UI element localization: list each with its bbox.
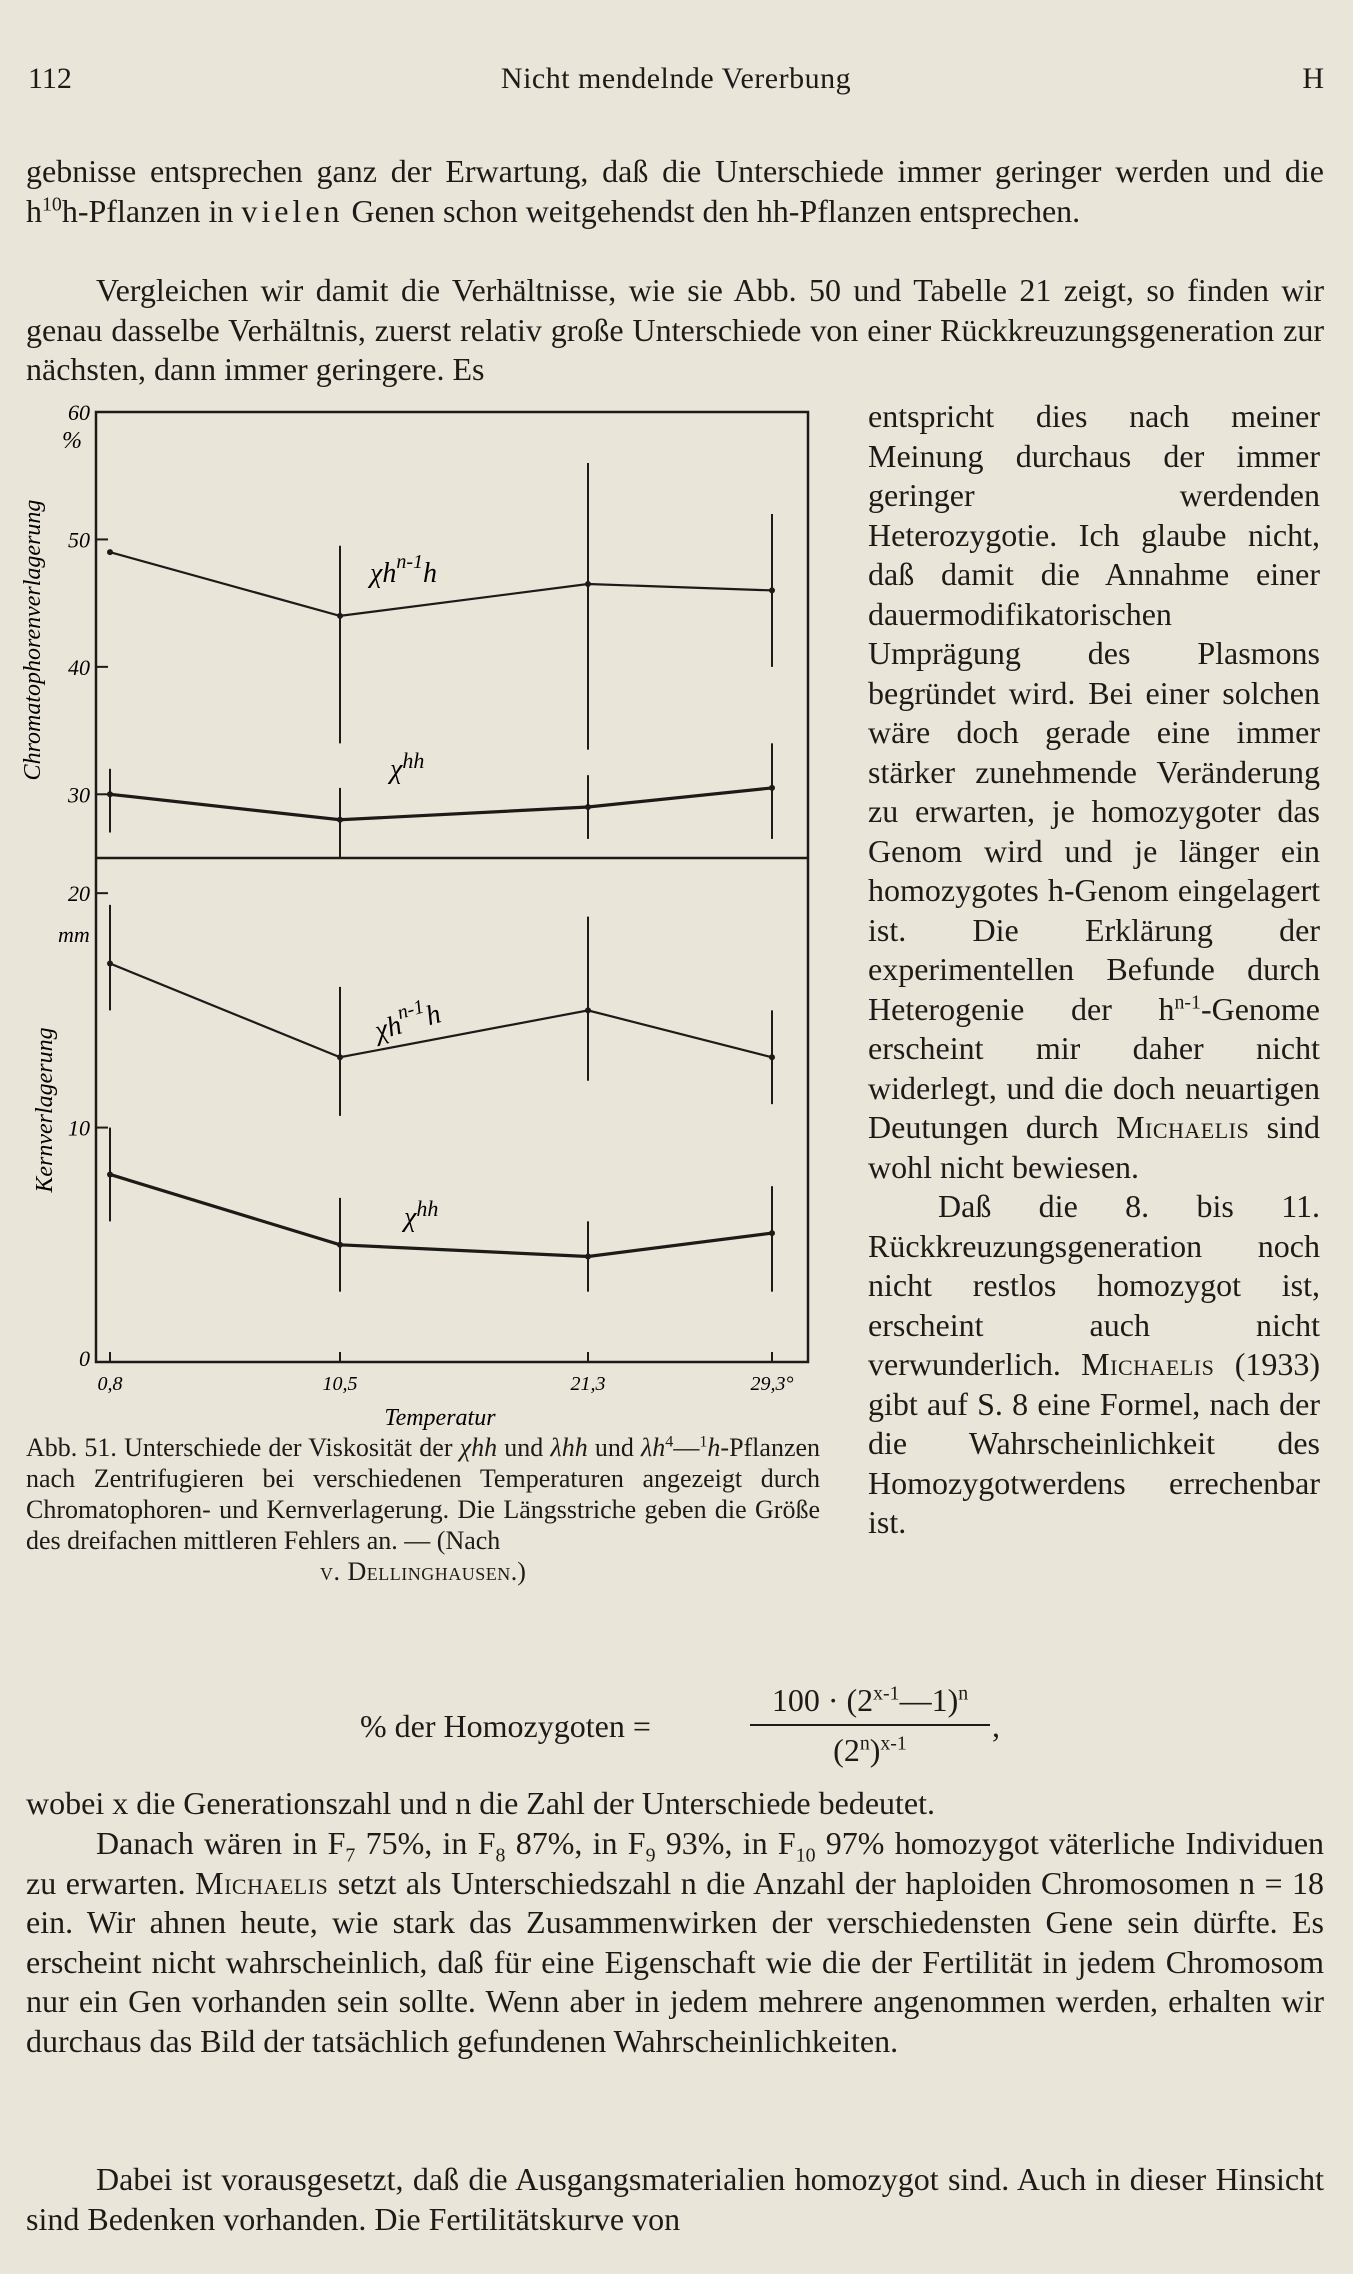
text-run: Abb. 51. Unterschiede der Viskosität der xyxy=(26,1433,460,1462)
author-name: Michaelis xyxy=(195,1864,329,1901)
bottom-y-ticks xyxy=(68,881,108,1371)
data-point xyxy=(585,1007,591,1013)
data-point xyxy=(107,549,113,555)
caption-attribution xyxy=(26,1556,820,1587)
series-line xyxy=(110,963,772,1057)
text-run: sind wohl nicht bewiesen. xyxy=(868,1109,1320,1185)
running-header xyxy=(28,62,1324,106)
series-line xyxy=(110,788,772,820)
paragraph-danach: Danach wären in $F_7$ 75%, in $F_8$ 87%, in $F_9$ 93%, in $F_{10}$ 97% homozygot väterliche Individuen zu erwarten. Michaelis setzt als Unterschiedszahl n die Anzahl der haploiden Chromosomen n = 18 ein. Wir ahnen heute, wie stark das Zusammenwirken der verschiedensten Gene sein dürfte. Es erscheint nicht wahrscheinlich, daß für eine Eigenschaft wie die der Fertilität in jedem Chromosom nur ein Gen vorhanden sein sollte. Wenn aber in jedem mehrere angenommen werden, erhalten wir durchaus das Bild der tatsächlich gefundenen Wahrscheinlichkeiten. xyxy=(26,1825,1325,2059)
text-run: und xyxy=(587,1433,642,1462)
running-title: Nicht mendelnde Vererbung xyxy=(500,62,852,95)
text-run: (1933) gibt auf S. 8 eine Formel, nach der die Wahrscheinlichkeit des Homozygotwerdens errechenbar ist. xyxy=(868,1346,1321,1540)
author-name: Michaelis xyxy=(1081,1346,1215,1382)
text-run: -Pflanzen nach Zentrifugieren bei verschiedenen Temperaturen angezeigt durch Chromatophoren- und Kernverlagerung. Die Längsstriche geben die Größe des dreifachen mittleren Fehlers an. — (Nach xyxy=(26,1433,821,1555)
data-point xyxy=(769,1054,775,1060)
series-layer xyxy=(107,463,775,1292)
y-tick-label: 10 xyxy=(68,1115,90,1141)
paragraph-heterozygotie xyxy=(868,397,1320,1187)
data-point xyxy=(585,1254,591,1260)
section-letter: H xyxy=(1302,62,1324,95)
text-run: -Genome erscheint mir daher nicht widerlegt, und die doch neuartigen Deutungen durch xyxy=(868,990,1320,1145)
x-tick-label: 29,3° xyxy=(750,1373,794,1395)
series-line xyxy=(110,552,772,616)
series-label-bottom-b: $\chi^{hh}$ xyxy=(404,1196,439,1233)
data-point xyxy=(337,1242,343,1248)
top-unit: % xyxy=(62,428,82,454)
figure-caption xyxy=(26,1432,820,1587)
right-column-text xyxy=(868,397,1320,1543)
x-axis-label: Temperatur xyxy=(384,1405,496,1430)
text-run: Daß die 8. bis 11. Rückkreuzungsgeneration noch nicht restlos homozygot ist, erscheint auch nicht verwunderlich. xyxy=(868,1188,1320,1382)
page-number: 112 xyxy=(28,62,72,95)
x-tick-label: 0,8 xyxy=(97,1373,123,1395)
bottom-ylabel: Kernverlagerung xyxy=(32,1027,58,1193)
series-line xyxy=(110,1174,772,1256)
data-point xyxy=(337,817,343,823)
data-point xyxy=(769,785,775,791)
top-ylabel: Chromatophorenverlagerung xyxy=(20,499,46,781)
y-tick-label: 20 xyxy=(68,881,90,907)
formula-numerator: $100 \cdot (2^{x-1}—1)^n$ xyxy=(771,1682,969,1718)
formula-denominator: $(2^n)^{x-1}$ xyxy=(833,1732,907,1768)
paragraph-dabei: Dabei ist vorausgesetzt, daß die Ausgangsmaterialien homozygot sind. Auch in dieser Hinsicht sind Bedenken vorhanden. Die Fertilitätskurve von xyxy=(26,2161,1324,2237)
x-ticks xyxy=(98,1352,794,1395)
x-tick-label: 10,5 xyxy=(322,1373,358,1395)
italic-term: χhh xyxy=(459,1433,498,1462)
formula-fraction xyxy=(750,1682,990,1769)
author-name: Dellinghausen xyxy=(347,1557,511,1586)
series-label-top-b: $\chi^{hh}$ xyxy=(390,748,425,785)
fraction-bar xyxy=(750,1724,990,1726)
text-run: .) xyxy=(510,1557,526,1586)
author-name: Michaelis xyxy=(1116,1109,1250,1145)
superscript: 1 xyxy=(699,1433,708,1451)
y-tick-label: 60 xyxy=(68,400,90,425)
superscript: n-1 xyxy=(1174,990,1201,1013)
data-point xyxy=(585,581,591,587)
paragraph-comparison: Vergleichen wir damit die Verhältnisse, wie sie Abb. 50 und Tabelle 21 zeigt, so finden wir genau dasselbe Verhältnis, zuerst relativ große Unterschiede von einer Rückkreuzungsgeneration zur nächsten, dann immer geringere. Es xyxy=(26,272,1324,387)
italic-term: λhh xyxy=(550,1433,588,1462)
y-tick-label: 30 xyxy=(68,782,90,808)
series-label-bottom-a: $\chi h^{n-1}h$ xyxy=(371,995,445,1047)
text-run: Genen schon weitgehendst den hh-Pflanzen entsprechen. xyxy=(343,192,1081,229)
superscript: 10 xyxy=(42,192,62,215)
bottom-unit: mm xyxy=(58,922,90,947)
homozygote-formula xyxy=(360,1682,1060,1772)
y-tick-label: 40 xyxy=(68,654,90,680)
text-run: gebnisse entsprechen ganz der Erwartung, daß die Unterschiede immer geringer werden und die h xyxy=(26,153,1324,229)
data-point xyxy=(585,804,591,810)
emphasis-spaced: vielen xyxy=(241,192,344,229)
italic-term: h xyxy=(707,1433,721,1462)
paragraph-wobei: wobei x die Generationszahl und n die Zahl der Unterschiede bedeutet. xyxy=(26,1785,935,1821)
text-run: — xyxy=(673,1433,700,1462)
paragraph-continuation xyxy=(26,152,1324,231)
formula-lhs: % der Homozygoten = xyxy=(360,1708,651,1744)
text-run: und xyxy=(497,1433,551,1462)
top-y-ticks xyxy=(67,400,108,807)
data-point xyxy=(107,1171,113,1177)
italic-term: λh xyxy=(641,1433,666,1462)
figure-abb51 xyxy=(0,400,850,1430)
data-point xyxy=(107,960,113,966)
data-point xyxy=(769,1230,775,1236)
x-tick-label: 21,3 xyxy=(570,1373,606,1395)
text-run: entspricht dies nach meiner Meinung durchaus der immer geringer werdenden Heterozygotie. Ich glaube nicht, daß damit die Annahme einer dauermodifikatorischen Umprägung des Plasmons begründet wird. Bei einer solchen wäre doch gerade eine immer stärker zunehmende Veränderung zu erwarten, je homozygoter das Genom wird und je länger ein homozygotes h-Genom eingelagert ist. Die Erklärung der experimentellen Befunde durch Heterogenie der h xyxy=(868,398,1320,1027)
y-tick-label: 0 xyxy=(79,1346,90,1371)
data-point xyxy=(337,1054,343,1060)
superscript: 4 xyxy=(665,1433,674,1451)
data-point xyxy=(337,613,343,619)
plot-frame xyxy=(96,412,808,1362)
data-point xyxy=(107,791,113,797)
series-label-top-a: $\chi h^{n-1}h$ xyxy=(370,551,437,589)
paragraph-rueckkreuzung xyxy=(868,1187,1320,1543)
y-tick-label: 50 xyxy=(68,527,90,553)
text-run: v. xyxy=(320,1557,348,1586)
formula-comma: , xyxy=(992,1708,1000,1744)
text-run: h-Pflanzen in xyxy=(61,192,242,229)
data-point xyxy=(769,587,775,593)
